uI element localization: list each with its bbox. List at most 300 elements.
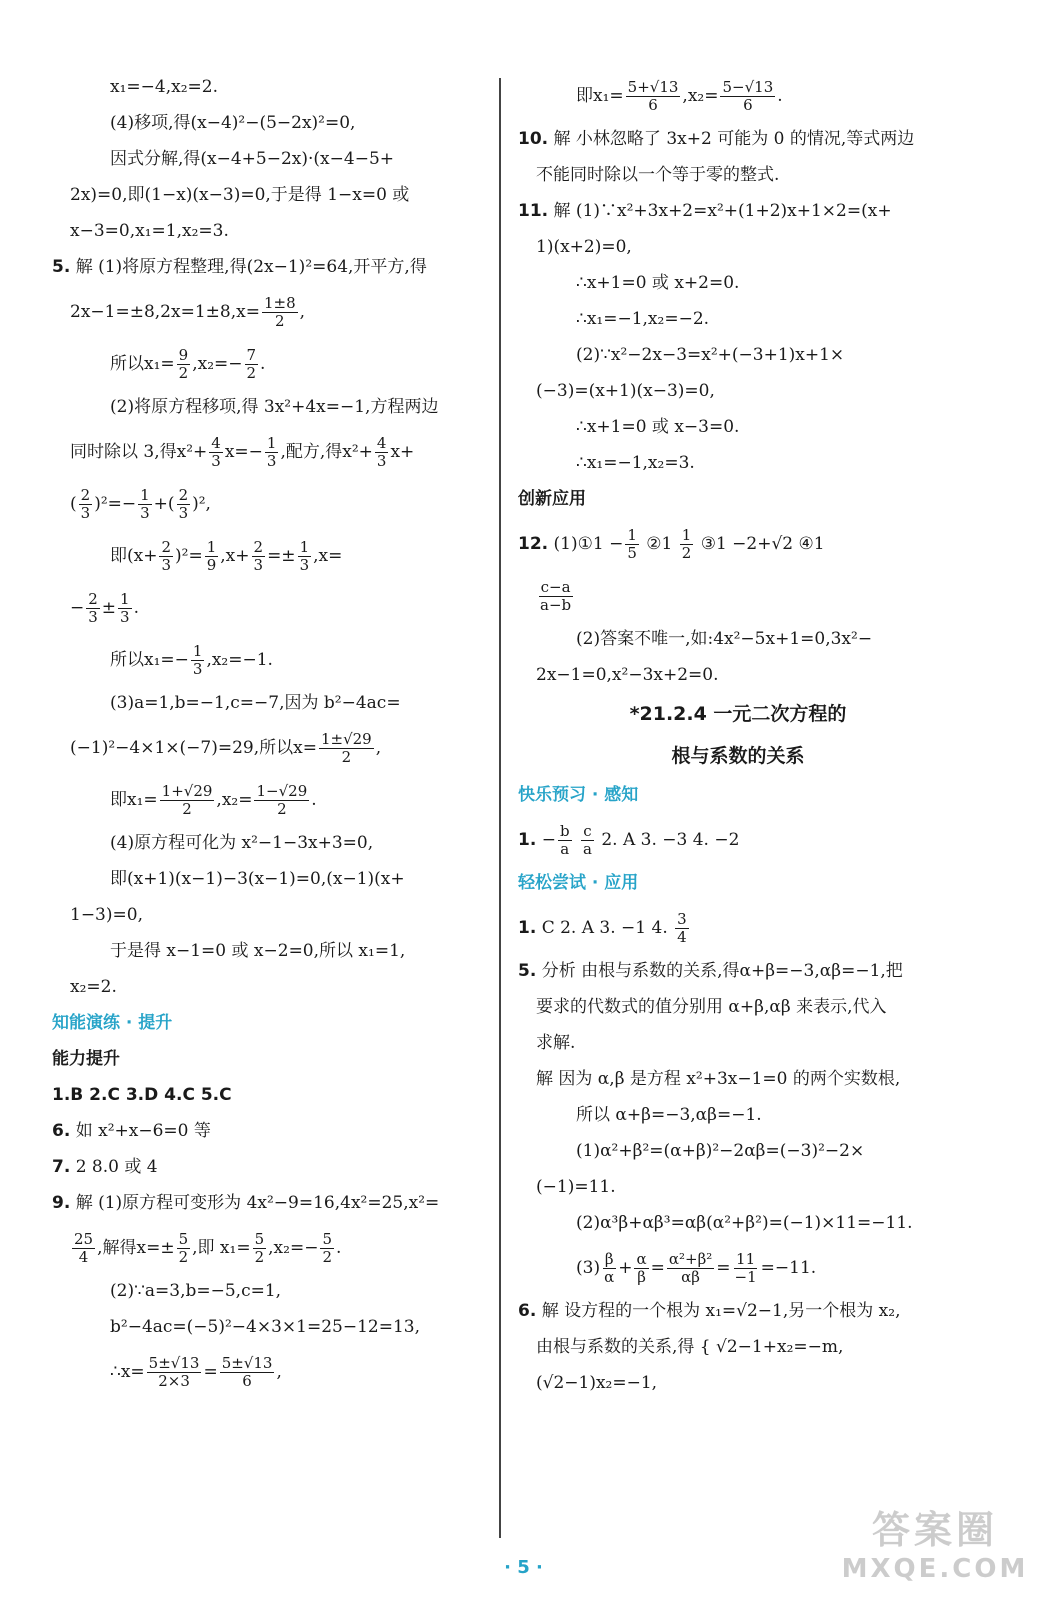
- right-try-block: [518, 902, 958, 1402]
- item-number: 6.: [52, 1121, 71, 1141]
- line-suffix: .: [133, 598, 139, 618]
- formula-prefix: x₁=: [593, 86, 624, 106]
- denominator: 2: [277, 800, 287, 818]
- section-heading-try: 轻松尝试 · 应用: [518, 873, 639, 893]
- fraction: [147, 1355, 202, 1390]
- denominator: 3: [161, 556, 172, 574]
- line-suffix: =−11.: [760, 1258, 817, 1278]
- text-line: [52, 1310, 492, 1346]
- numerator: 5: [322, 1230, 332, 1248]
- formula-prefix: +: [618, 1258, 633, 1278]
- line-suffix: )²,: [192, 494, 211, 514]
- formula-prefix: x₁=: [127, 790, 158, 810]
- fraction: [680, 527, 694, 562]
- line-suffix: ,: [276, 1362, 282, 1382]
- line-suffix: .: [311, 790, 317, 810]
- item-number: 5.: [518, 961, 537, 981]
- line-text: 2x−1=±8,2x=1±8,: [70, 302, 237, 322]
- text-line: [518, 990, 958, 1026]
- denominator: a: [582, 840, 592, 858]
- text-line: [52, 634, 492, 686]
- formula-prefix: ②1: [640, 534, 678, 554]
- line-text: 解 因为 α,β 是方程 x²+3x−1=0 的两个实数根,: [536, 1069, 901, 1089]
- denominator: 6: [743, 96, 753, 114]
- text-line: [518, 266, 958, 302]
- formula-prefix: x=: [120, 1362, 145, 1382]
- denominator: a: [560, 840, 570, 858]
- text-line: [52, 1274, 492, 1310]
- formula-prefix: )²=: [175, 546, 203, 566]
- text-line: [52, 970, 492, 1006]
- line-text: 解 (1)将原方程整理,得(2x−1)²=64,开平方,得: [70, 257, 427, 277]
- fraction: [245, 347, 259, 382]
- line-text: (2)∵x²−2x−3=x²+(−3+1)x+1×: [576, 345, 845, 365]
- text-line: [52, 862, 492, 898]
- formula-prefix: ,x+: [220, 546, 250, 566]
- numerator: c−a: [540, 578, 571, 596]
- item-number: 9.: [52, 1193, 71, 1213]
- item-number: 7.: [52, 1157, 71, 1177]
- line-text: 即: [110, 546, 127, 566]
- numerator: 1: [192, 642, 203, 660]
- fraction: [254, 783, 309, 818]
- right-column: [518, 70, 958, 1402]
- denominator: 5: [627, 544, 637, 562]
- line-text: 所以 α+β=−3,αβ=−1.: [576, 1105, 762, 1125]
- denominator: β: [637, 1268, 646, 1286]
- text-line: [518, 1330, 958, 1366]
- text-line: [52, 70, 492, 106]
- text-line: [52, 106, 492, 142]
- line-text: (2)将原方程移项,得 3x²+4x=−1,方程两边: [110, 397, 439, 417]
- numerator: α: [636, 1250, 647, 1268]
- fraction: [733, 1251, 759, 1286]
- text-line: [518, 518, 958, 570]
- formula-prefix: =±: [267, 546, 296, 566]
- text-line: [518, 954, 958, 990]
- text-line: [518, 302, 958, 338]
- line-suffix: .: [777, 86, 783, 106]
- denominator: 3: [266, 452, 277, 470]
- line-text: (2)α³β+αβ³=αβ(α²+β²)=(−1)×11=−11.: [576, 1213, 913, 1233]
- line-text: 即: [110, 790, 127, 810]
- formula-prefix: ,x₂=−: [192, 354, 243, 374]
- numerator: b: [559, 822, 570, 840]
- line-suffix: .: [260, 354, 266, 374]
- text-line: [518, 902, 958, 954]
- line-suffix: .: [335, 1238, 342, 1258]
- formula-prefix: (: [70, 494, 77, 514]
- text-line: [52, 426, 492, 478]
- line-text: ∴x₁=−1,x₂=3.: [576, 453, 695, 473]
- line-text: 1)(x+2)=0,: [536, 237, 632, 257]
- fraction: [625, 527, 639, 562]
- line-text: 解 (1)∵x²+3x+2=x²+(1+2)x+1×2=(x+: [548, 201, 892, 221]
- line-text: (4)原方程可化为 x²−1−3x+3=0,: [110, 833, 374, 853]
- numerator: 1+√29: [161, 782, 213, 800]
- line-text: 即(x+1)(x−1)−3(x−1)=0,(x−1)(x+: [110, 869, 405, 889]
- line-text: x₂=2.: [70, 977, 117, 997]
- line-text: ∴: [110, 1362, 121, 1382]
- text-line: [518, 1170, 958, 1206]
- section-heading-preview: 快乐预习 · 感知: [518, 785, 639, 805]
- line-text: ∴x+1=0 或 x+2=0.: [576, 273, 740, 293]
- fraction: [159, 539, 173, 574]
- chapter-title-line1: *21.2.4 一元二次方程的: [629, 703, 847, 725]
- text-line: [518, 158, 958, 194]
- item-number: 1.: [518, 918, 537, 938]
- numerator: 1: [140, 486, 150, 504]
- watermark-text: 答案圈: [871, 1508, 998, 1552]
- fraction: [720, 79, 775, 114]
- formula-prefix: x²+: [176, 442, 208, 462]
- right-innovation-block: [518, 518, 958, 694]
- text-line: [518, 1026, 958, 1062]
- text-line: [518, 1062, 958, 1098]
- numerator: 2: [161, 538, 172, 556]
- line-text: 分析 由根与系数的关系,得α+β=−3,αβ=−1,把: [536, 961, 903, 981]
- fraction: [79, 487, 93, 522]
- text-line: [518, 410, 958, 446]
- line-text: C 2. A 3. −1 4.: [536, 918, 674, 938]
- text-line: [518, 1098, 958, 1134]
- subheading-innovation: 创新应用: [518, 489, 586, 509]
- item-number: 10.: [518, 129, 549, 149]
- text-line: [52, 530, 492, 582]
- left-answers-block: [52, 1078, 492, 1398]
- numerator: 1: [206, 538, 217, 556]
- formula-prefix: −: [541, 830, 556, 850]
- text-line: [52, 478, 492, 530]
- line-text: 所以: [110, 650, 144, 670]
- denominator: 2: [322, 1248, 332, 1266]
- line-text: (2)∵a=3,b=−5,c=1,: [110, 1281, 282, 1301]
- denominator: 6: [648, 96, 658, 114]
- fraction: [265, 435, 279, 470]
- line-text: (−1)=11.: [536, 1177, 616, 1197]
- text-line: [518, 446, 958, 482]
- section-heading-practice: 知能演练 · 提升: [52, 1013, 173, 1033]
- numerator: 1: [681, 526, 692, 544]
- numerator: 4: [376, 434, 387, 452]
- watermark-logo: [840, 1506, 1030, 1592]
- denominator: 2: [246, 364, 257, 382]
- fraction: [253, 1231, 267, 1266]
- numerator: 7: [246, 346, 257, 364]
- line-text: 2x)=0,即(1−x)(x−3)=0,于是得 1−x=0 或: [70, 185, 410, 205]
- numerator: 5: [178, 1230, 189, 1248]
- numerator: 1±√29: [320, 730, 372, 748]
- text-line: [518, 338, 958, 374]
- text-line: [52, 898, 492, 934]
- line-text: (3): [576, 1258, 601, 1278]
- numerator: 1: [627, 526, 637, 544]
- numerator: 5±√13: [148, 1354, 200, 1372]
- fraction: [667, 1251, 714, 1286]
- fraction: [118, 591, 132, 626]
- line-text: (√2−1)x₂=−1,: [536, 1373, 658, 1393]
- text-line: [518, 1134, 958, 1170]
- denominator: 3: [192, 660, 203, 678]
- fraction: [375, 435, 389, 470]
- line-text: b²−4ac=(−5)²−4×3×1=25−12=13,: [110, 1317, 421, 1337]
- formula-prefix: =: [203, 1362, 218, 1382]
- line-text: 不能同时除以一个等于零的整式.: [536, 165, 780, 185]
- left-column: [52, 70, 492, 1398]
- fraction: [581, 823, 594, 858]
- denominator: 3: [253, 556, 264, 574]
- text-line: [518, 374, 958, 410]
- numerator: 11: [736, 1250, 756, 1268]
- left-solution-block: [52, 70, 492, 1006]
- line-text: (−3)=(x+1)(x−3)=0,: [536, 381, 715, 401]
- line-suffix: 2. A 3. −3 4. −2: [595, 830, 740, 850]
- line-text: 1.B 2.C 3.D 4.C 5.C: [52, 1085, 232, 1105]
- item-number: 12.: [518, 534, 549, 554]
- line-text: 于是得 x−1=0 或 x−2=0,所以 x₁=1,: [110, 941, 406, 961]
- fraction: [602, 1251, 616, 1286]
- fraction: [86, 591, 100, 626]
- formula-prefix: x₁=−: [144, 650, 189, 670]
- denominator: 3: [299, 556, 310, 574]
- line-suffix: ,x₂=−1.: [206, 650, 273, 670]
- numerator: 4: [211, 434, 221, 452]
- text-line: [52, 1186, 492, 1222]
- text-line: [518, 1242, 958, 1294]
- item-number: 6.: [518, 1301, 537, 1321]
- text-line: [52, 686, 492, 722]
- formula-prefix: x=: [236, 302, 260, 322]
- denominator: 4: [677, 928, 687, 946]
- line-text: (4)移项,得(x−4)²−(5−2x)²=0,: [110, 113, 356, 133]
- formula-prefix: ,x₂=: [216, 790, 253, 810]
- line-text: 解 (1)原方程可变形为 4x²−9=16,4x²=25,x²=: [70, 1193, 440, 1213]
- denominator: 3: [88, 608, 98, 626]
- denominator: 2: [178, 1248, 189, 1266]
- line-text: 要求的代数式的值分别用 α+β,αβ 来表示,代入: [536, 997, 887, 1017]
- formula-prefix: x=−: [224, 442, 263, 462]
- line-text: ∴x₁=−1,x₂=−2.: [576, 309, 710, 329]
- formula-prefix: ,即 x₁=: [192, 1238, 251, 1258]
- numerator: 3: [677, 910, 687, 928]
- fraction: [209, 435, 223, 470]
- line-suffix: ③1 −2+√2 ④1: [695, 534, 825, 554]
- line-text: (1)α²+β²=(α+β)²−2αβ=(−3)²−2×: [576, 1141, 865, 1161]
- text-line: [52, 1114, 492, 1150]
- denominator: −1: [734, 1268, 757, 1286]
- denominator: α: [604, 1268, 615, 1286]
- denominator: 2: [681, 544, 692, 562]
- numerator: 5−√13: [722, 78, 774, 96]
- text-line: [518, 194, 958, 230]
- numerator: 2: [253, 538, 264, 556]
- denominator: 6: [242, 1372, 252, 1390]
- line-suffix: ,: [299, 302, 306, 322]
- item-number: 5.: [52, 257, 71, 277]
- line-text: (2)答案不唯一,如:4x²−5x+1=0,3x²−: [576, 629, 873, 649]
- line-suffix: ,x=: [313, 546, 343, 566]
- text-line: [518, 814, 958, 866]
- line-text: x₁=−4,x₂=2.: [110, 77, 218, 97]
- numerator: 25: [74, 1230, 94, 1248]
- fraction: [320, 1231, 334, 1266]
- numerator: 1: [299, 538, 310, 556]
- line-text: 2 8.0 或 4: [70, 1157, 158, 1177]
- denominator: 3: [120, 608, 130, 626]
- formula-prefix: =: [650, 1258, 665, 1278]
- numerator: 5: [254, 1230, 265, 1248]
- formula-prefix: =: [716, 1258, 731, 1278]
- text-line: [52, 582, 492, 634]
- fraction: [72, 1231, 95, 1266]
- line-text: 所以: [110, 354, 144, 374]
- text-line: [52, 178, 492, 214]
- fraction: [191, 643, 205, 678]
- fraction: [160, 783, 215, 818]
- text-line: [518, 70, 958, 122]
- line-text: 2x−1=0,x²−3x+2=0.: [536, 665, 719, 685]
- fraction: [177, 1231, 191, 1266]
- denominator: 3: [376, 452, 387, 470]
- fraction: [626, 79, 681, 114]
- text-line: [518, 122, 958, 158]
- text-line: [518, 1366, 958, 1402]
- line-text: 如 x²+x−6=0 等: [70, 1121, 211, 1141]
- item-number: 11.: [518, 201, 549, 221]
- text-line: [52, 1078, 492, 1114]
- text-line: [518, 1294, 958, 1330]
- fraction: [262, 295, 298, 330]
- denominator: a−b: [540, 596, 572, 614]
- fraction: [177, 347, 191, 382]
- numerator: 1: [120, 590, 130, 608]
- denominator: 2: [178, 364, 189, 382]
- numerator: 2: [88, 590, 98, 608]
- formula-prefix: ,配方,得x²+: [280, 442, 373, 462]
- text-line: [518, 622, 958, 658]
- numerator: 5±√13: [221, 1354, 273, 1372]
- formula-prefix: x₁=: [144, 354, 175, 374]
- watermark-url: MXQE.COM: [841, 1554, 1029, 1584]
- fraction: [177, 487, 191, 522]
- denominator: 3: [178, 504, 189, 522]
- line-text: 由根与系数的关系,得 { √2−1+x₂=−m,: [536, 1337, 844, 1357]
- denominator: 3: [211, 452, 221, 470]
- formula-prefix: +(: [153, 494, 175, 514]
- formula-prefix: [574, 830, 579, 850]
- fraction: [252, 539, 266, 574]
- item-number: 1.: [518, 830, 537, 850]
- page-number: · 5 ·: [504, 1557, 543, 1578]
- denominator: 2: [341, 748, 352, 766]
- numerator: 1−√29: [256, 782, 308, 800]
- text-line: [52, 826, 492, 862]
- text-line: [52, 250, 492, 286]
- formula-prefix: )²=−: [94, 494, 137, 514]
- formula-prefix: (x+: [127, 546, 158, 566]
- text-line: [52, 934, 492, 970]
- text-line: [518, 570, 958, 622]
- formula-prefix: ,x₂=−: [268, 1238, 319, 1258]
- denominator: αβ: [681, 1268, 700, 1286]
- column-divider: [499, 78, 501, 1538]
- right-preview-block: [518, 814, 958, 866]
- denominator: 4: [78, 1248, 89, 1266]
- line-text: 1−3)=0,: [70, 905, 143, 925]
- formula-prefix: x=: [293, 738, 317, 758]
- numerator: 5+√13: [627, 78, 679, 96]
- line-text: 同时除以 3,得: [70, 442, 177, 462]
- line-text: ∴x+1=0 或 x−3=0.: [576, 417, 740, 437]
- numerator: c: [583, 822, 592, 840]
- text-line: [52, 214, 492, 250]
- line-text: 因式分解,得(x−4+5−2x)·(x−4−5+: [110, 149, 395, 169]
- line-text: 求解.: [536, 1033, 576, 1053]
- formula-prefix: ,x₂=: [682, 86, 719, 106]
- formula-prefix: ,解得x=±: [97, 1238, 175, 1258]
- subheading-ability: 能力提升: [52, 1049, 120, 1069]
- text-line: [52, 390, 492, 426]
- numerator: 2: [80, 486, 91, 504]
- denominator: 2: [275, 312, 285, 330]
- line-suffix: ,: [375, 738, 382, 758]
- denominator: 2: [182, 800, 192, 818]
- fraction: [298, 539, 312, 574]
- line-text: 解 设方程的一个根为 x₁=√2−1,另一个根为 x₂,: [536, 1301, 901, 1321]
- line-text: (3)a=1,b=−1,c=−7,因为 b²−4ac=: [110, 693, 401, 713]
- fraction: [138, 487, 152, 522]
- numerator: α²+β²: [668, 1250, 713, 1268]
- formula-prefix: −: [70, 598, 85, 618]
- text-line: [52, 774, 492, 826]
- fraction: [319, 731, 374, 766]
- text-line: [52, 286, 492, 338]
- chapter-title-line2: 根与系数的关系: [671, 745, 805, 767]
- line-text: 解 小林忽略了 3x+2 可能为 0 的情况,等式两边: [548, 129, 915, 149]
- fraction: [205, 539, 219, 574]
- text-line: [518, 230, 958, 266]
- denominator: 3: [80, 504, 91, 522]
- numerator: 1±8: [263, 294, 296, 312]
- fraction: [634, 1251, 648, 1286]
- text-line: [52, 1150, 492, 1186]
- text-line: [52, 338, 492, 390]
- fraction: [220, 1355, 275, 1390]
- text-line: [518, 1206, 958, 1242]
- denominator: 9: [206, 556, 217, 574]
- denominator: 2: [254, 1248, 265, 1266]
- numerator: 1: [266, 434, 277, 452]
- denominator: 2×3: [158, 1372, 190, 1390]
- line-suffix: x+: [390, 442, 415, 462]
- text-line: [52, 1222, 492, 1274]
- formula-prefix: ±: [101, 598, 117, 618]
- fraction: [558, 823, 572, 858]
- fraction: [675, 911, 689, 946]
- line-text: (−1)²−4×1×(−7)=29,所以: [70, 738, 294, 758]
- text-line: [52, 142, 492, 178]
- numerator: β: [604, 1250, 614, 1268]
- right-solution-block: [518, 70, 958, 482]
- fraction: [538, 579, 573, 614]
- line-text: (1)①1: [548, 534, 610, 554]
- numerator: 2: [178, 486, 189, 504]
- text-line: [52, 722, 492, 774]
- text-line: [518, 658, 958, 694]
- formula-prefix: −: [609, 534, 624, 554]
- numerator: 9: [178, 346, 189, 364]
- line-text: x−3=0,x₁=1,x₂=3.: [70, 221, 229, 241]
